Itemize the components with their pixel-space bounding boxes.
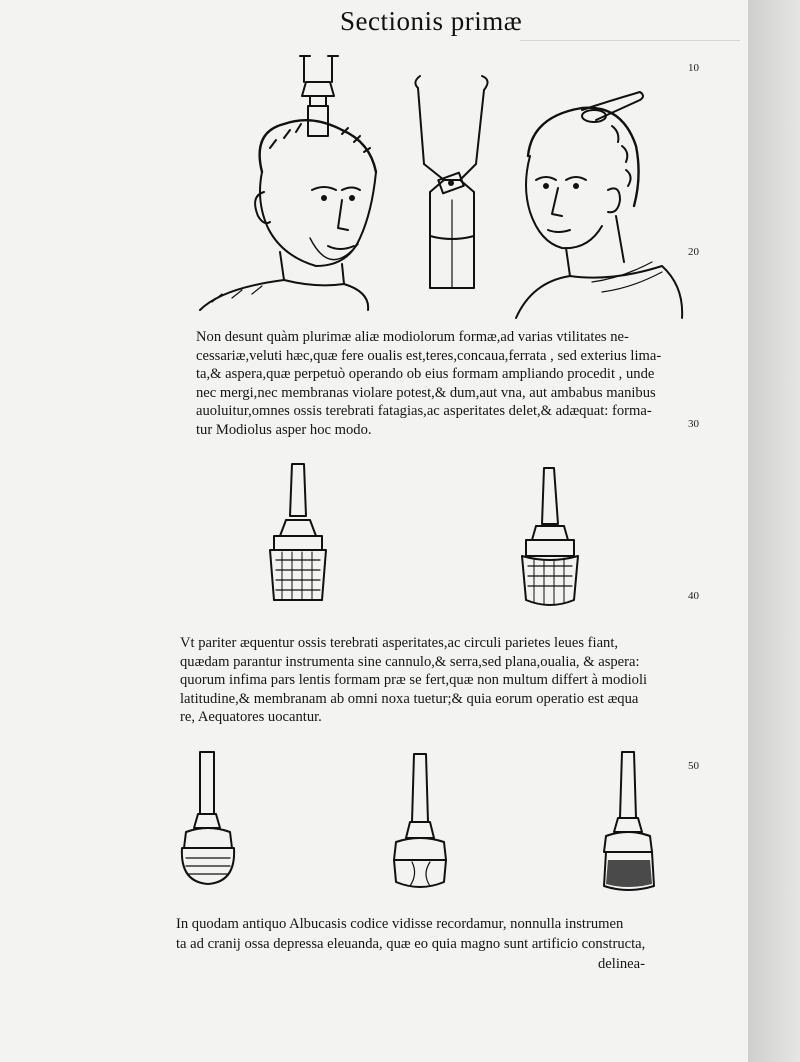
- paragraph-modiolus: [196, 328, 661, 440]
- paragraph-albucasis: [176, 914, 645, 974]
- text-line: ta,& aspera,quæ perpetuò operando ob eius formam ampliando procedit , unde: [196, 366, 655, 383]
- aequator-illustration-1: [176, 748, 240, 888]
- page-header: Sectionis primæ: [340, 6, 523, 36]
- trephine-instrument-illustration: [410, 72, 496, 294]
- man-with-trephine-illustration: [192, 52, 392, 314]
- adjacent-page-edge: [748, 0, 800, 1062]
- text-line: tur Modiolus asper hoc modo.: [196, 421, 372, 438]
- text-line: re, Aequatores uocantur.: [180, 709, 322, 726]
- aequator-illustration-2: [388, 750, 452, 892]
- line-number: 50: [688, 760, 699, 772]
- text-line: ta ad cranij ossa depressa eleuanda, quæ eo quia magno sunt artificio constructa,: [176, 936, 646, 952]
- text-line: quorum infima pars lentis formam præ se fert,quæ non multum differt à modioli: [180, 672, 648, 689]
- aequator-illustration-3: [598, 748, 662, 894]
- text-line: quædam parantur instrumenta sine cannulo,& serra,sed plana,oualia, & aspera:: [180, 653, 640, 670]
- text-line: In quodam antiquo Albucasis codice vidisse recordamur, nonnulla instrumen: [176, 916, 624, 932]
- line-number: 30: [688, 418, 699, 430]
- youth-with-elevator-illustration: [512, 86, 692, 320]
- text-line: auoluitur,omnes ossis terebrati fatagias,ac asperitates delet,& adæquat: forma-: [196, 403, 652, 420]
- line-number: 40: [688, 590, 699, 602]
- modiolus-asper-illustration-right: [514, 464, 586, 610]
- modiolus-asper-illustration-left: [262, 460, 334, 606]
- line-number: 10: [688, 62, 699, 74]
- text-line: delinea-: [598, 956, 645, 972]
- text-line: nec mergi,nec membranas violare potest,& dum,aut vna, aut ambabus manibus: [196, 384, 656, 401]
- text-line: Vt pariter æquentur ossis terebrati asperitates,ac circuli parietes leues fiant,: [180, 635, 619, 651]
- text-line: Non desunt quàm plurimæ aliæ modiolorum formæ,ad varias vtilitates ne-: [196, 329, 629, 345]
- text-line: cessariæ,veluti hæc,quæ fere oualis est,teres,concaua,ferrata , sed exterius lima-: [196, 347, 662, 364]
- line-number: 20: [688, 246, 699, 258]
- paragraph-aequatores: [180, 634, 647, 727]
- text-line: latitudine,& membranam ab omni noxa tuetur;& quia eorum operatio est æqua: [180, 690, 639, 707]
